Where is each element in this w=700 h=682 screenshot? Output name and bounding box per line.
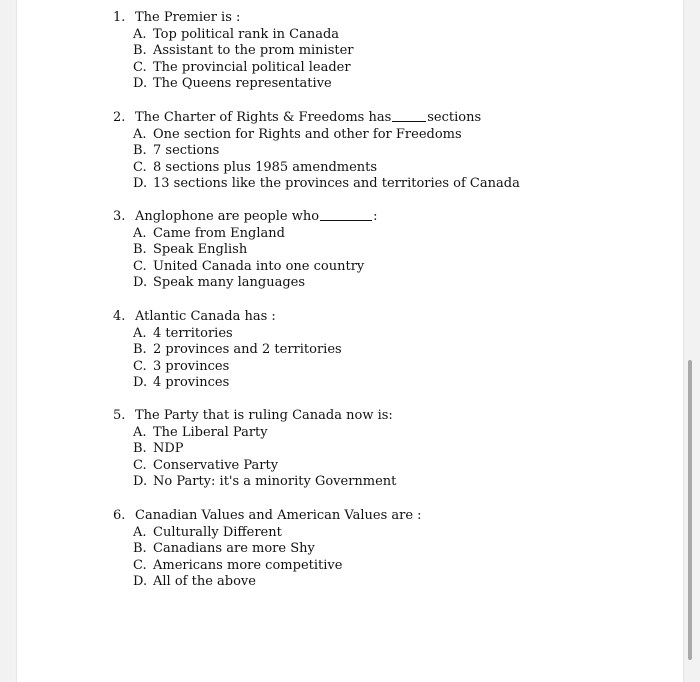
option-a: A. One section for Rights and other for Freedoms (133, 126, 462, 142)
answer-blank (320, 209, 372, 221)
option-a: A. Culturally Different (133, 524, 282, 540)
option-b: B. Speak English (133, 242, 248, 258)
option-a: A. Top political rank in Canada (133, 26, 340, 42)
option-d: D. Speak many languages (133, 275, 306, 291)
question-number: 4. (113, 309, 126, 324)
option-d: D. 4 provinces (133, 375, 230, 391)
question-text: The Party that is ruling Canada now is: (135, 408, 393, 423)
question-6 (113, 508, 422, 591)
option-b: B. Canadians are more Shy (133, 541, 315, 557)
option-b: B. 2 provinces and 2 territories (133, 342, 342, 358)
option-c: C. 8 sections plus 1985 amendments (133, 159, 378, 175)
question-text-end: : (373, 209, 378, 224)
question-number: 5. (113, 408, 126, 423)
option-c: C. The provincial political leader (133, 59, 351, 75)
option-c: C. Americans more competitive (133, 557, 343, 573)
option-d: D. All of the above (133, 574, 256, 590)
question-text: Atlantic Canada has : (135, 309, 276, 324)
question-5 (113, 408, 396, 491)
option-c: C. 3 provinces (133, 358, 230, 374)
answer-blank (392, 110, 426, 122)
option-a: A. Came from England (133, 225, 285, 241)
question-text-end: sections (427, 110, 482, 125)
question-1 (113, 10, 354, 93)
question-number: 2. (113, 110, 126, 125)
option-b: B. 7 sections (133, 143, 220, 159)
question-number: 1. (113, 10, 126, 25)
question-4 (113, 309, 342, 392)
option-a: A. The Liberal Party (133, 424, 268, 440)
question-number: 6. (113, 508, 126, 523)
option-c: C. Conservative Party (133, 457, 279, 473)
vertical-scrollbar[interactable] (688, 360, 692, 660)
question-3 (113, 209, 377, 292)
option-b: B. NDP (133, 441, 184, 457)
question-text: Anglophone are people who (135, 209, 320, 224)
question-text: The Premier is : (135, 10, 241, 25)
option-d: D. The Queens representative (133, 76, 332, 92)
question-text: The Charter of Rights & Freedoms has (135, 110, 392, 125)
question-2 (113, 110, 520, 193)
option-a: A. 4 territories (133, 325, 233, 341)
question-number: 3. (113, 209, 126, 224)
option-c: C. United Canada into one country (133, 258, 365, 274)
option-d: D. No Party: it's a minority Government (133, 474, 397, 490)
option-d: D. 13 sections like the provinces and territories of Canada (133, 176, 520, 192)
question-text: Canadian Values and American Values are : (135, 508, 422, 523)
option-b: B. Assistant to the prom minister (133, 43, 354, 59)
